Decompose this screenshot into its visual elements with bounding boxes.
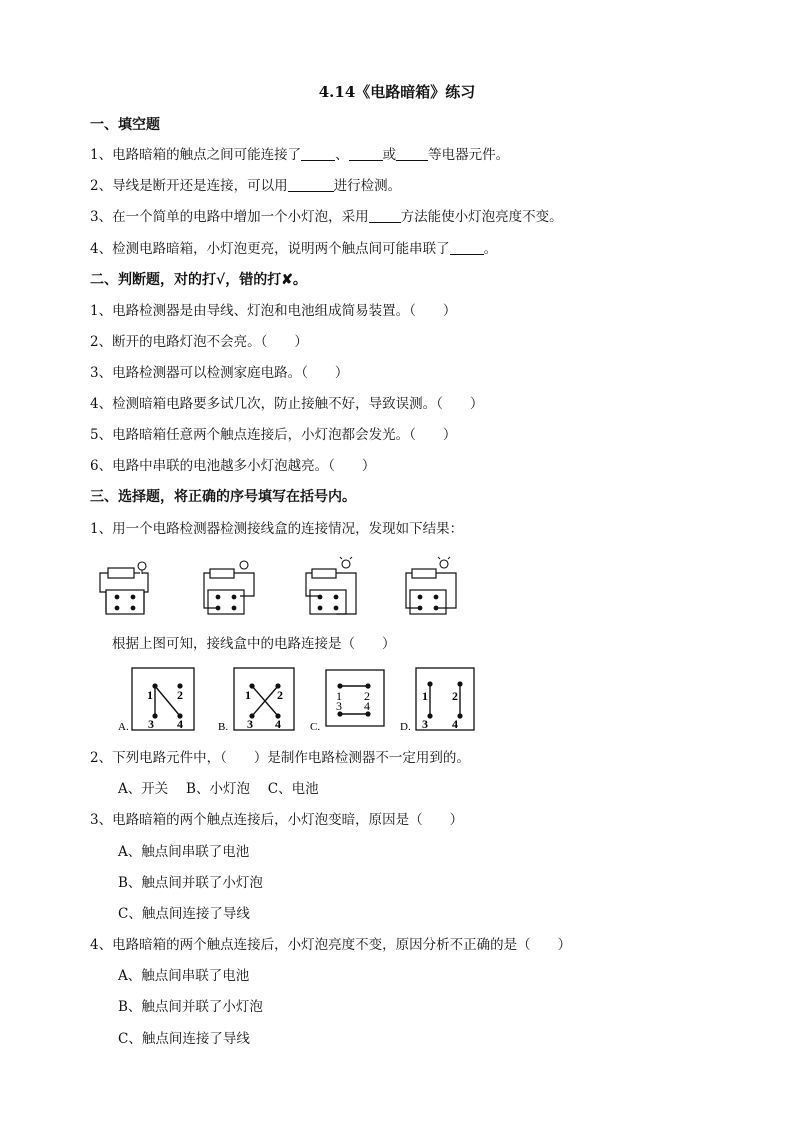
option-d-diagram (400, 668, 474, 733)
judge-item-5: 5、电路暗箱任意两个触点连接后，小灯泡都会发光。（ ） (90, 427, 457, 443)
choice-q1-sub: 根据上图可知，接线盒中的电路连接是（ ） (112, 636, 396, 652)
section-fill-heading: 一、填空题 (90, 117, 160, 133)
fill-q2-text-b: 进行检测。 (333, 178, 402, 194)
judge-item-3: 3、电路检测器可以检测家庭电路。（ ） (90, 365, 349, 381)
contact-label: 3 (247, 717, 253, 731)
answer-blank[interactable] (288, 177, 334, 192)
contact-label: 4 (452, 717, 458, 731)
tester-figure-2 (204, 561, 254, 614)
contact-label: 2 (452, 689, 458, 703)
contact-label: 2 (277, 688, 283, 702)
section-choice-heading: 三、选择题，将正确的序号填写在括号内。 (90, 489, 356, 505)
contact-label: 3 (148, 717, 154, 731)
contact-label: 1 (336, 689, 342, 703)
contact-label: 1 (245, 688, 251, 702)
fill-q3-text-b: 方法能使小灯泡亮度不变。 (400, 209, 563, 225)
choice-q2-stem: 2、下列电路元件中，（ ）是制作电路检测器不一定用到的。 (90, 750, 470, 766)
contact-label: 2 (364, 689, 370, 703)
option-a-diagram (118, 668, 194, 733)
fill-q3-text-a: 3、在一个简单的电路中增加一个小灯泡，采用 (90, 209, 369, 225)
answer-blank[interactable] (369, 208, 401, 223)
page-title: 4.14《电路暗箱》练习 (318, 83, 476, 101)
fill-q1-text-d: 等电器元件。 (428, 147, 510, 163)
option-b-diagram (218, 668, 294, 733)
answer-blank[interactable] (349, 146, 383, 161)
circuit-tester-figures (96, 552, 476, 624)
contact-label: 4 (364, 699, 370, 713)
choice-q3-option-b: B、触点间并联了小灯泡 (118, 875, 263, 891)
fill-q1-text-c: 或 (382, 147, 397, 163)
fill-q4-text-b: 。 (483, 241, 498, 257)
choice-q4-option-a: A、触点间串联了电池 (118, 968, 250, 984)
judge-item-2: 2、断开的电路灯泡不会亮。（ ） (90, 334, 308, 350)
option-a-label: A. (118, 721, 129, 733)
fill-question-3 (90, 208, 563, 226)
fill-q4-text-a: 4、检测电路暗箱，小灯泡更亮，说明两个触点间可能串联了 (90, 241, 450, 257)
judge-item-4: 4、检测暗箱电路要多试几次，防止接触不好，导致误测。（ ） (90, 396, 484, 412)
choice-q4-option-c: C、触点间连接了导线 (118, 1031, 250, 1047)
contact-label: 2 (177, 688, 183, 702)
fill-question-4 (90, 240, 497, 258)
answer-blank[interactable] (301, 146, 335, 161)
answer-option-diagrams (118, 664, 488, 736)
tester-figure-4 (406, 557, 456, 614)
option-c-label: C. (310, 721, 321, 733)
contact-label: 3 (422, 717, 428, 731)
fill-q2-text-a: 2、导线是断开还是连接，可以用 (90, 178, 288, 194)
choice-q4-option-b: B、触点间并联了小灯泡 (118, 999, 263, 1015)
contact-label: 4 (177, 717, 183, 731)
contact-label: 1 (147, 688, 153, 702)
fill-question-1 (90, 146, 509, 164)
choice-q3-option-a: A、触点间串联了电池 (118, 844, 250, 860)
choice-q4-stem: 4、电路暗箱的两个触点连接后，小灯泡亮度不变，原因分析不正确的是（ ） (90, 937, 572, 953)
tester-figure-3 (306, 557, 356, 614)
choice-q1-stem: 1、用一个电路检测器检测接线盒的连接情况，发现如下结果： (90, 521, 464, 537)
fill-question-2 (90, 177, 401, 195)
section-judge-heading: 二、判断题，对的打√，错的打✘。 (90, 272, 307, 288)
option-b-label: B. (218, 721, 229, 733)
judge-item-6: 6、电路中串联的电池越多小灯泡越亮。（ ） (90, 458, 376, 474)
judge-item-1: 1、电路检测器是由导线、灯泡和电池组成简易装置。（ ） (90, 303, 457, 319)
tester-figure-1 (100, 562, 148, 614)
fill-q1-text-a: 1、电路暗箱的触点之间可能连接了 (90, 147, 302, 163)
fill-q1-text-b: 、 (335, 147, 349, 163)
option-d-label: D. (400, 721, 411, 733)
contact-label: 4 (275, 717, 281, 731)
choice-q3-stem: 3、电路暗箱的两个触点连接后，小灯泡变暗，原因是（ ） (90, 812, 464, 828)
choice-q3-option-c: C、触点间连接了导线 (118, 906, 250, 922)
choice-q2-options: A、开关 B、小灯泡 C、电池 (118, 781, 319, 797)
answer-blank[interactable] (396, 146, 428, 161)
option-c-diagram (310, 670, 384, 733)
contact-label: 1 (422, 689, 428, 703)
answer-blank[interactable] (450, 240, 484, 255)
contact-label: 3 (336, 699, 342, 713)
